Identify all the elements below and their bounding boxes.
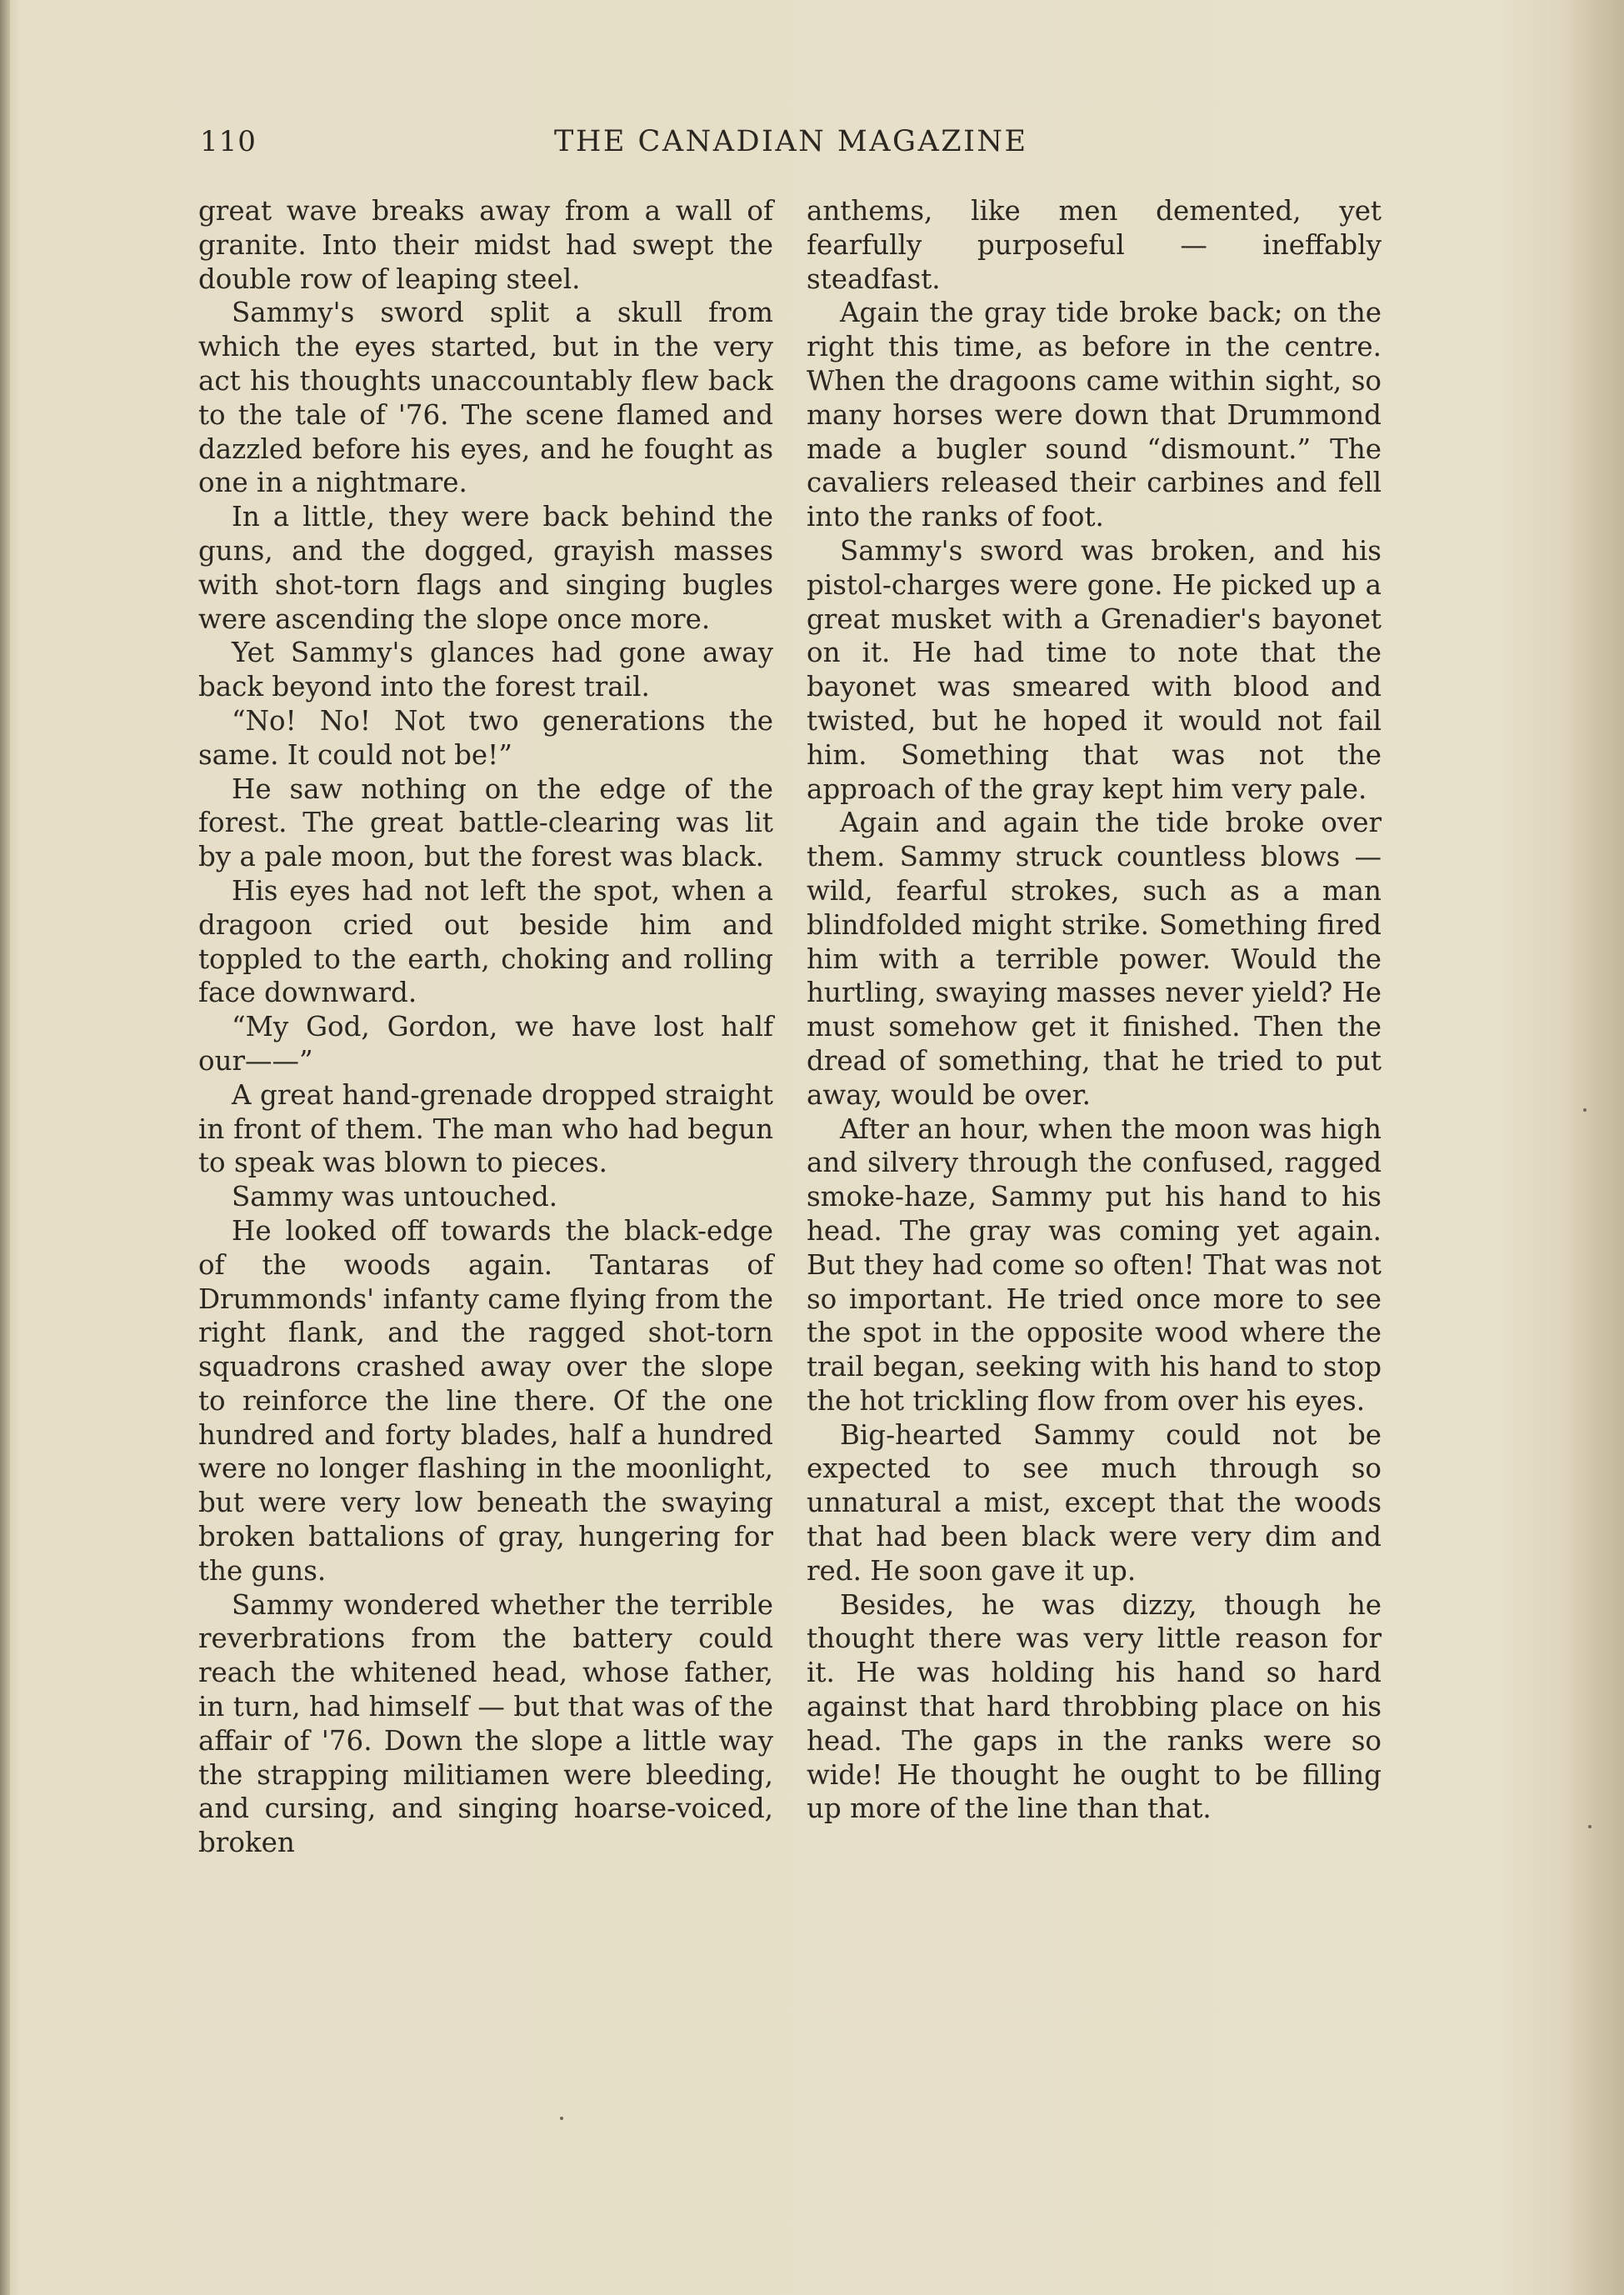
paragraph: Besides, he was dizzy, though he thought there was very little reason for it. He was holding his hand so hard against that hard throbbing place on his head. The gaps in the ranks were so wide! He thought he ought to be filling up more of the line than that. [807, 1588, 1382, 1825]
page-header [200, 125, 1408, 167]
paragraph: Again and again the tide broke over them. Sammy struck countless blows —wild, fearful strokes, such as a man blindfolded might strike. Something fired him with a terrible power. Would the hurtling, swaying masses never yield? He must somehow get it finished. Then the dread of something, that he tried to put away, would be over. [807, 807, 1382, 1111]
paragraph: He saw nothing on the edge of the forest. The great battle-clearing was lit by a pale moon, but the forest was black. [198, 772, 773, 873]
right-column [807, 194, 1382, 1826]
paragraph: great wave breaks away from a wall of granite. Into their midst had swept the double row of leaping steel. [198, 195, 773, 295]
paragraph: In a little, they were back behind the guns, and the dogged, grayish masses with shot-torn flags and singing bugles were ascending the slope once more. [198, 501, 773, 635]
paragraph: Sammy was untouched. [232, 1181, 558, 1213]
paper-speck [1583, 1108, 1587, 1112]
left-column [198, 194, 773, 1860]
paragraph: Big-hearted Sammy could not be expected to see much through so unnatural a mist, except that the woods that had been black were very dim and red. He soon gave it up. [807, 1418, 1382, 1587]
paper-speck [560, 2117, 563, 2120]
paragraph: Sammy's sword was broken, and his pistol-charges were gone. He picked up a great musket with a Grenadier's bayonet on it. He had time to note that the bayonet was smeared with blood and twisted, but he hoped it would not fail him. Something that was not the approach of the gray kept him very pale. [807, 534, 1382, 805]
paragraph: “My God, Gordon, we have lost half our——” [198, 1011, 773, 1077]
paragraph: Yet Sammy's glances had gone away back beyond into the forest trail. [198, 637, 773, 703]
paragraph: Sammy's sword split a skull from which the eyes started, but in the very act his thoughts unaccountably flew back to the tale of '76. The scene flamed and dazzled before his eyes, and he fought as one in a nightmare. [198, 297, 773, 499]
paper-speck [1588, 1825, 1592, 1828]
paragraph: He looked off towards the black-edge of the woods again. Tantaras of Drummonds' infanty came flying from the right flank, and the ragged shot-torn squadrons crashed away over the slope to reinforce the line there. Of the one hundred and forty blades, half a hundred were no longer flashing in the moonlight, but were very low beneath the swaying broken battalions of gray, hungering for the guns. [198, 1214, 773, 1587]
page-right-shadow [1566, 0, 1624, 2295]
paragraph: After an hour, when the moon was high and silvery through the confused, ragged smoke-haze, Sammy put his hand to his head. The gray was coming yet again. But they had come so often! That was not so important. He tried once more to see the spot in the opposite wood where the trail began, seeking with his hand to stop the hot trickling flow from over his eyes. [807, 1112, 1382, 1417]
paragraph: anthems, like men demented, yet fearfully purposeful — ineffably steadfast. [807, 195, 1382, 295]
page-binding-edge [0, 0, 10, 2295]
paragraph: “No! No! Not two generations the same. It could not be!” [198, 704, 773, 771]
paragraph: Sammy wondered whether the terrible reverbrations from the battery could reach the whitened head, whose father, in turn, had himself — but that was of the affair of '76. Down the slope a little way the strapping militiamen were bleeding, and cursing, and singing hoarse-voiced, broken [198, 1588, 773, 1859]
paragraph: Again the gray tide broke back; on the right this time, as before in the centre. When the dragoons came within sight, so many horses were down that Drummond made a bugler sound “dismount.” The cavaliers released their carbines and fell into the ranks of foot. [807, 297, 1382, 533]
running-title: THE CANADIAN MAGAZINE [554, 125, 1028, 158]
paragraph: His eyes had not left the spot, when a dragoon cried out beside him and toppled to the earth, choking and rolling face downward. [198, 874, 773, 1009]
paragraph: A great hand-grenade dropped straight in front of them. The man who had begun to speak was blown to pieces. [198, 1078, 773, 1179]
page-number: 110 [200, 125, 257, 158]
